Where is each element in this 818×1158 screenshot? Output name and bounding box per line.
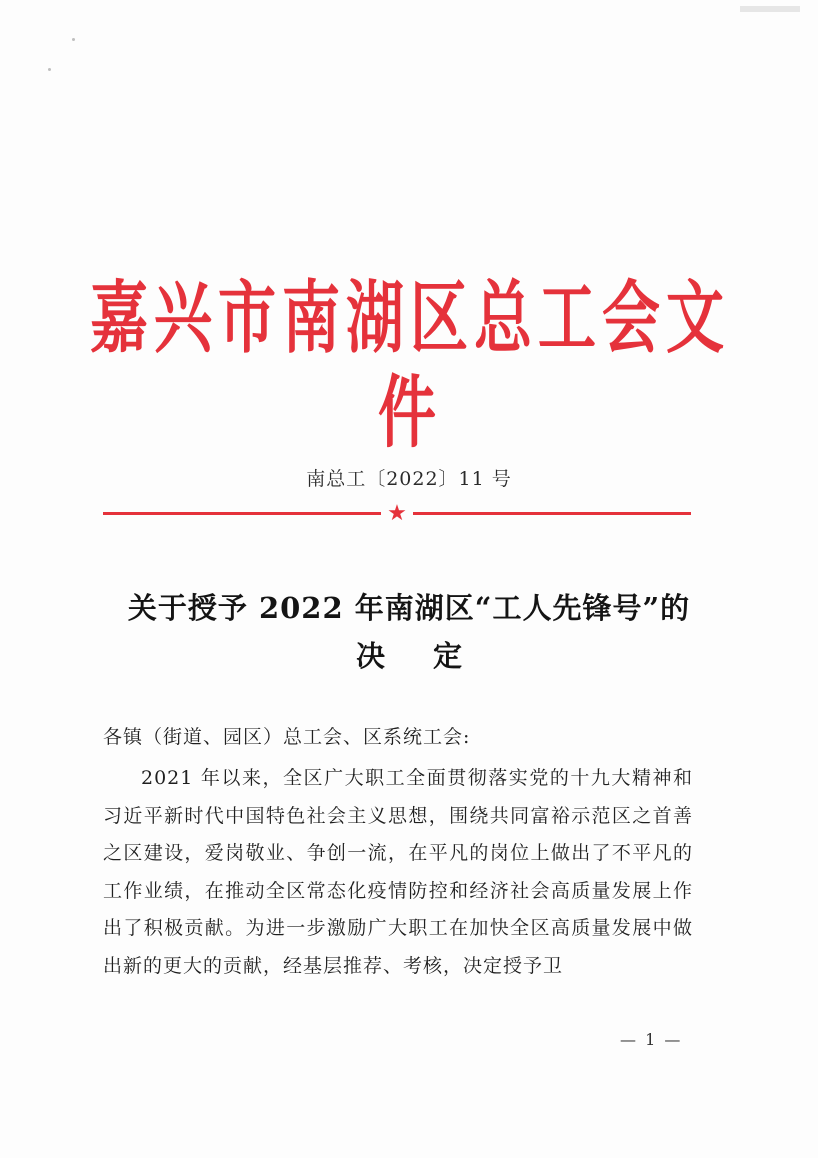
document-title-line2: 决定 bbox=[355, 639, 510, 673]
scan-artifact bbox=[740, 6, 800, 12]
salutation: 各镇（街道、园区）总工会、区系统工会: bbox=[103, 726, 471, 748]
issuer-header-title: 嘉兴市南湖区总工会文件 bbox=[89, 272, 730, 458]
document-number: 南总工〔2022〕11 号 bbox=[306, 468, 512, 490]
scan-speck bbox=[48, 68, 51, 71]
scan-speck bbox=[72, 38, 75, 41]
page-number: — 1 — bbox=[620, 1030, 683, 1049]
star-icon: ★ bbox=[387, 501, 407, 526]
body-paragraph: 2021 年以来，全区广大职工全面贯彻落实党的十九大精神和习近平新时代中国特色社会主义思想，围绕共同富裕示范区之首善之区建设，爱岗敬业、争创一流，在平凡的岗位上做出了不平凡的工作业绩，在推动全区常态化疫情防控和经济社会高质量发展上作出了积极贡献。为进一步激励广大职工在加快全区高质量发展中做出新的更大的贡献，经基层推荐、考核，决定授予卫 bbox=[103, 767, 693, 977]
document-title-line1: 关于授予 2022 年南湖区“工人先锋号”的 bbox=[127, 591, 691, 625]
divider-line-left bbox=[103, 512, 381, 515]
divider-line-right bbox=[413, 512, 691, 515]
red-divider bbox=[103, 501, 691, 526]
